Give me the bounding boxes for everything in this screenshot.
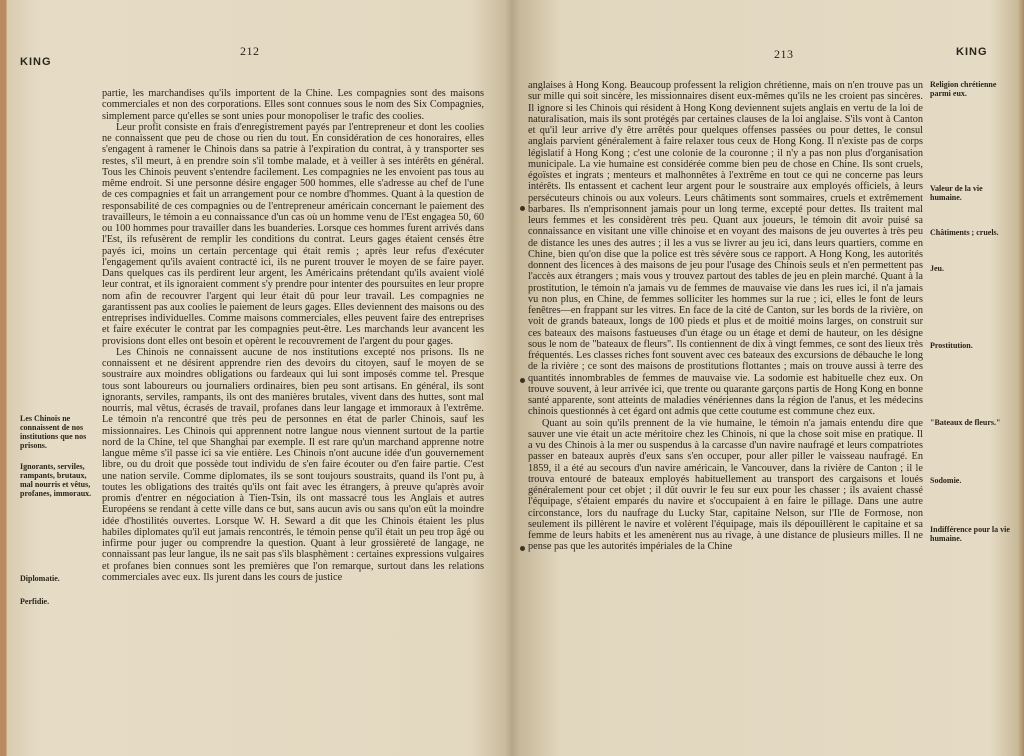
left-margin-note: Ignorants, serviles, rampants, brutaux, mal nourris et vêtus, profanes, immoraux. [20,462,92,498]
left-paragraph: Leur profit consiste en frais d'enregistrement payés par l'entrepreneur et dont les coolies ne connaissent que peu de chose ou rien du tout. En considération de ces honoraires, elles s'engagent à ramener le Chinois dans sa patrie à l'expiration du contrat, à y transporter ses restes, s'il meurt, à en prendre soin s'il tombe malade, et à veiller à ses intérêts en général. Tous les Chinois peuvent s'entendre facilement. Les compagnies ne les envoient pas tous au même endroit. Si une personne désire engager 500 hommes, elle s'adresse au chef de l'une de ces compagnies et fait un arrangement pour ce nombre d'hommes. Quant à la question de responsabilité de ces compagnies ou de l'entrepreneur américain concernant le paiement des travailleurs, le témoin a eu connaissance d'un cas où un homme venu de l'Est engagea 50, 60 ou 100 hommes pour travailler dans les buanderies. Lorsque ces hommes furent arrivés dans l'Est, ils refusèrent de remplir les conditions du contrat. Leurs gages étaient censés être payés ici, moins un certain percentage qui était remis ; après leur refus d'exécuter l'engagement qu'ils avaient contracté ici, ils ne purent trouver le moyen de se faire payer. Dans quelques cas ils perdirent leur argent, les Américains prétendant qu'ils avaient violé leur contrat, et ils ignoraient comment s'y prendre pour intenter des poursuites en leur propre nom afin de recouvrer l'argent qui leur était dû pour leur travail. Les compagnies ne garantissent pas aux coolies le paiement de leurs gages. Elles deviennent des maisons ou des entreprises individuelles. Comme maisons commerciales, elles peuvent faire des entreprises et faire exécuter le contrat par les compagnies peut-être. Les marchands leur avancent les provisions dont elles ont besoin et opèrent le recouvrement de l'argent du pour gages. [102,121,484,347]
left-margin-note: Diplomatie. [20,574,60,583]
right-margin-note: Sodomie. [930,476,962,485]
binding-hole [520,378,525,383]
binding-hole [520,206,525,211]
left-paragraph: Les Chinois ne connaissent aucune de nos institutions excepté nos prisons. Ils ne connaissent et ne désirent apprendre rien des devoirs du citoyen, sauf le moyen de se soustraire aux moindres obligations ou fardeaux qui lui sont imposés comme tel. Presque tous sont laboureurs ou journaliers ordinaires, bien peu sont artisans. En général, ils sont ignorants, serviles, rampants, ils ont des manières brutales, vivent dans des huttes, sont mal nourris, mal vêtus, écrasés de travail, profanes dans leur langage et immoraux à l'extrême. Le témoin n'a rencontré que très peu de personnes en état de parler Chinois, sauf les missionnaires. Les Chinois qui apprennent notre langue nous viennent surtout de la partie nord de la Chine, tel que Shanghai par exemple. Il est rare qu'un marchand apprenne notre langue même s'il passe ici sa vie entière. Les Chinois n'ont aucune idée d'un gouvernement libre, ou du droit que possède tout individu de s'en faire écouter ou d'en faire partie. C'est une nation servile. Comme diplomates, ils se sont toujours soustraits, quand ils l'ont pu, à toutes les obligations des traités qu'ils ont fait avec les étrangers, à preuve qu'après avoir promis d'entrer en négociation à Tien-Tsin, ils ont massacré tous les Anglais et autres Européens se rendant à cette ville dans ce but, sans aucun avis ou sans qu'on eût la moindre idée d'hostilités ouvertes. Lorsque W. H. Seward a dit que les Chinois étaient les plus habiles diplomates qu'il eut jamais rencontrés, le témoin pense qu'il était un peu trop âgé ou infirme pour juger ou comprendre la question. Quant à leur grossièreté de langage, ne connaissant pas leur langue, ils ne sait pas s'ils blasphèment : certaines expressions vulgaires et profanes bien connues sont les premières que l'on remarque, surtout dans les relations commerciales avec eux. Ils jurent dans les cours de justice [102,346,484,583]
right-paragraph: Quant au soin qu'ils prennent de la vie humaine, le témoin n'a jamais entendu dire que sauver une vie était un acte méritoire chez les Chinois, ni que la chose soit mise en pratique. Il a vu des Chinois à la mer ou suspendus à la carcasse d'un navire naufragé et leurs compatriotes passer en bateaux auprès d'eux sans s'en occuper, pour aller piller le vaisseau naufragé. En 1859, il a été au secours d'un navire américain, le Vancouver, dans la rivière de Canton ; il le trouva entouré de bateaux employés habituellement au transport des cargaisons et loués généralement pour cet objet ; il dût ouvrir le feu sur eux pour les chasser ; ils avaient chassé l'équipage, s'étaient emparés du navire et s'occupaient à en faire le pillage. Dans une autre circonstance, lors du naufrage du Lucky Star, capitaine Nelson, sur l'Ile de Formose, non seulement ils pillèrent le navire et volèrent l'équipage, mais ils dépouillèrent le capitaine et sa femme de leurs habits et les amenèrent nus au rivage, à une distance de plusieurs milles. Il ne pense pas que les autorités impériales de la Chine [528,417,923,553]
right-margin-note: "Bateaux de fleurs." [930,418,1001,427]
right-running-head: KING [956,46,988,58]
right-paragraph: anglaises à Hong Kong. Beaucoup professent la religion chrétienne, mais on n'en trouve pas un sur mille qui soit sincère, les missionnaires disent eux-mêmes qu'ils ne les croient pas sincères. Il ignore si les Chinois qui résident à Hong Kong deviennent sujets anglais en vertu de la loi de naturalisation, mais ils sont protégés par certaines clauses de la loi anglaise. S'ils vont à Canton et qu'il leur arrive d'y être arrêtés pour quelques offenses passées ou pour dettes, le consul anglais parvient généralement à faire relaxer tous ceux de Hong Kong. Il n'existe pas de corps législatif à Hong Kong ; c'est une colonie de la couronne ; il n'y a pas non plus d'organisation municipale. La vie humaine est considérée comme bien peu de chose en Chine. Ils sont cruels, égoïstes et ingrats ; menteurs et malhonnêtes à l'extrême en tout ce qui ne concerne pas leurs intérêts. Ils entassent et cachent leur argent pour le soustraire aux employés officiels, à leurs persécuteurs chinois ou aux voleurs. Leurs châtiments sont sommaires, cruels et extrêmement barbares. Ils n'emprisonnent jamais pour un long terme, excepté pour dettes. Ils traitent mal leurs femmes et les considèrent très peu. Quant aux joueurs, le témoin dit avoir puisé sa connaissance en visitant une ville chinoise et en voyant des maisons de jeu ouvertes à très peu de distance les unes des autres ; il les a vus se livrer au jeu ici, dans leurs quartiers, comme en Chine, bien qu'on dise que la police est très sévère sous ce rapport. A Hong Kong, les autorités donnent des licences à des maisons de jeu pour l'usage des Chinois seuls et n'en permettent pas l'accès aux étrangers ; mais vous y trouvez partout des tables de jeu en plein marché. Quant à la prostitution, le témoin n'a jamais vu de femmes de mauvaise vie dans les rues ici, il n'a jamais vu non plus, en Chine, de femmes solliciter les hommes sur la rue ; ici, elles le font de leurs fenêtres—en frappant sur les vitres. En face de la cité de Canton, sur les bords de la rivière, on voit de grands bateaux, longs de 100 pieds et plus et de moitié moins larges, on construit sur ces bateaux des maisons fastueuses d'un étage ou un étage et demi de hauteur, on les désigne sous le nom de "bateaux de fleurs". Ils contiennent de dix à vingt femmes, ce sont des lieux très fréquentés. Les classes riches font souvent avec ces bateaux des excursions de débauche le long de la rivière ; ce sont des maisons de prostitutions flottantes ; mais on trouve aussi à terre des quantités innombrables de femmes de mauvaise vie. La sodomie est habituelle chez eux. On trouve souvent, à leur arrivée ici, que trente ou quarante garçons partis de Hong Kong en bonne santé apparente, sont atteints de maladies vénériennes dans la région de l'anus, et les médecins chinois questionnés à cet égard ont admis que cette coutume est commune chez eux. [528,80,923,418]
right-margin-note: Prostitution. [930,341,973,350]
right-margin-note: Châtiments ; cruels. [930,228,999,237]
left-body-text [102,88,484,583]
left-page-number: 212 [240,44,260,58]
left-paragraph: partie, les marchandises qu'ils importent de la Chine. Les compagnies sont des maisons commerciales et non des corporations. Elles sont connues sous le nom des Six Compagnies, simplement parce qu'elles se sont unies pour monopoliser le trafic des coolies. [102,88,484,122]
right-body-text [528,80,923,553]
left-running-head: KING [20,56,52,68]
left-margin-note: Perfidie. [20,597,50,606]
right-margin-note: Jeu. [930,264,944,273]
right-margin-note: Indifférence pour la vie humaine. [930,525,1010,543]
right-margin-note: Religion chrétienne parmi eux. [930,80,997,98]
right-margin-note: Valeur de la vie humaine. [930,184,983,202]
binding-hole [520,546,525,551]
right-page-number: 213 [774,47,794,61]
right-page [516,0,1016,756]
left-page [14,0,506,756]
left-margin-note: Les Chinois ne connaissent de nos institutions que nos prisons. [20,414,87,450]
